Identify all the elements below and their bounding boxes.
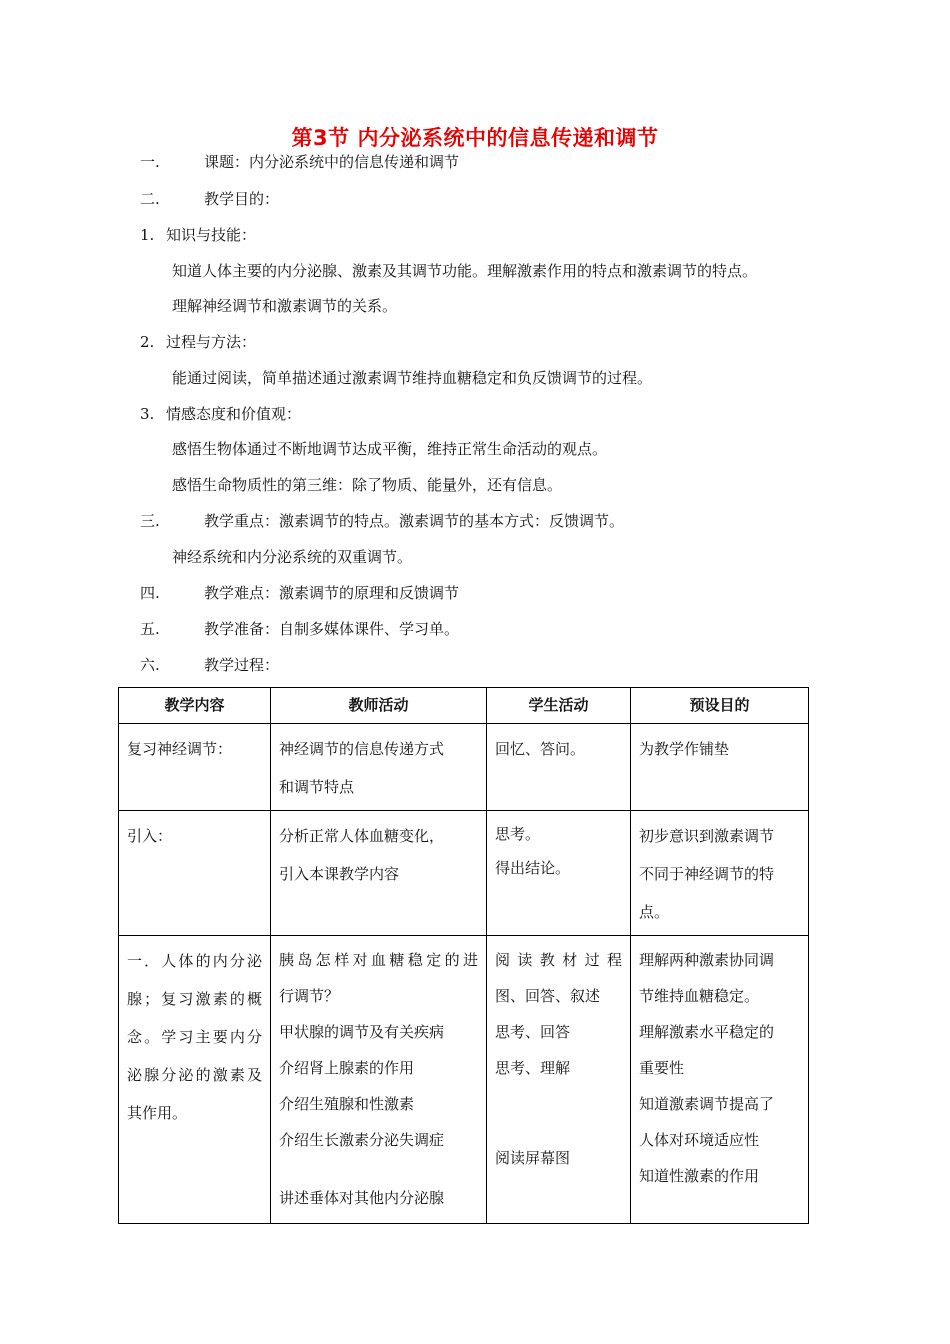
section-number: 三. bbox=[140, 512, 160, 530]
section-text: 教学准备：自制多媒体课件、学习单。 bbox=[204, 620, 460, 638]
column-header: 学生活动 bbox=[487, 688, 631, 724]
paragraph: 知道人体主要的内分泌腺、激素及其调节功能。理解激素作用的特点和激素调节的特点。 bbox=[172, 262, 758, 280]
cell-line: 思考。 bbox=[495, 825, 541, 843]
cell-line: 其作用。 bbox=[127, 1104, 188, 1122]
cell-line: 引入： bbox=[127, 827, 173, 845]
cell-line: 腺；复习激素的概 bbox=[127, 990, 262, 1008]
content-cell bbox=[119, 936, 271, 1224]
goal-cell bbox=[631, 936, 809, 1224]
cell-line: 图、回答、叙述 bbox=[495, 987, 601, 1005]
section-text: 教学难点：激素调节的原理和反馈调节 bbox=[204, 584, 460, 602]
paragraph: 理解神经调节和激素调节的关系。 bbox=[172, 297, 398, 315]
section-number: 一. bbox=[140, 153, 160, 171]
cell-line: 节维持血糖稳定。 bbox=[639, 987, 760, 1005]
section-text: 教学过程： bbox=[204, 656, 280, 674]
teaching-process-table bbox=[118, 687, 809, 1224]
cell-line: 点。 bbox=[639, 903, 670, 921]
cell-line: 阅读屏幕图 bbox=[495, 1149, 571, 1167]
section-number: 六. bbox=[140, 656, 160, 674]
cell-line: 回忆、答问。 bbox=[495, 740, 586, 758]
goal-number: 1. bbox=[140, 226, 155, 244]
column-header: 教学内容 bbox=[119, 688, 271, 724]
cell-line bbox=[495, 1086, 622, 1122]
table-row bbox=[119, 936, 809, 1224]
cell-line: 重要性 bbox=[639, 1059, 685, 1077]
student-activity-cell bbox=[487, 811, 631, 936]
teacher-activity-cell bbox=[271, 811, 487, 936]
cell-line: 思考、回答 bbox=[495, 1023, 571, 1041]
goal-number: 3. bbox=[140, 405, 155, 423]
cell-line: 分析正常人体血糖变化， bbox=[279, 827, 445, 845]
table-row bbox=[119, 811, 809, 936]
cell-line bbox=[279, 1158, 478, 1180]
cell-line: 一．人体的内分泌 bbox=[127, 952, 262, 970]
table-row bbox=[119, 724, 809, 811]
cell-line: 初步意识到激素调节 bbox=[639, 827, 775, 845]
section-number: 五. bbox=[140, 620, 160, 638]
cell-line: 介绍肾上腺素的作用 bbox=[279, 1059, 415, 1077]
paragraph: 感悟生命物质性的第三维：除了物质、能量外，还有信息。 bbox=[172, 476, 563, 494]
paragraph: 感悟生物体通过不断地调节达成平衡，维持正常生命活动的观点。 bbox=[172, 440, 608, 458]
cell-line: 理解两种激素协同调 bbox=[639, 951, 775, 969]
cell-line: 念。学习主要内分 bbox=[127, 1028, 262, 1046]
teacher-activity-cell bbox=[271, 724, 487, 811]
cell-line: 不同于神经调节的特 bbox=[639, 865, 775, 883]
section-text: 课题：内分泌系统中的信息传递和调节 bbox=[204, 153, 460, 171]
page-title: 第3节 内分泌系统中的信息传递和调节 bbox=[291, 126, 659, 150]
content-cell bbox=[119, 811, 271, 936]
cell-line: 知道性激素的作用 bbox=[639, 1167, 760, 1185]
paragraph: 能通过阅读，简单描述通过激素调节维持血糖稳定和负反馈调节的过程。 bbox=[172, 369, 653, 387]
cell-line: 为教学作铺垫 bbox=[639, 740, 730, 758]
cell-line: 介绍生殖腺和性激素 bbox=[279, 1095, 415, 1113]
cell-line: 介绍生长激素分泌失调症 bbox=[279, 1131, 445, 1149]
cell-line: 思考、理解 bbox=[495, 1059, 571, 1077]
cell-line: 人体对环境适应性 bbox=[639, 1131, 760, 1149]
section-text: 教学重点：激素调节的特点。激素调节的基本方式：反馈调节。 bbox=[204, 512, 625, 530]
cell-line: 甲状腺的调节及有关疾病 bbox=[279, 1023, 445, 1041]
section-number: 四. bbox=[140, 584, 160, 602]
cell-line: 得出结论。 bbox=[495, 859, 571, 877]
section-text: 教学目的： bbox=[204, 190, 280, 208]
cell-line: 知道激素调节提高了 bbox=[639, 1095, 775, 1113]
column-header: 预设目的 bbox=[631, 688, 809, 724]
cell-line: 泌腺分泌的激素及 bbox=[127, 1066, 262, 1084]
student-activity-cell bbox=[487, 724, 631, 811]
cell-line bbox=[495, 1122, 622, 1140]
cell-line: 行调节？ bbox=[279, 987, 340, 1005]
cell-line: 引入本课教学内容 bbox=[279, 865, 400, 883]
cell-line: 理解激素水平稳定的 bbox=[639, 1023, 775, 1041]
cell-line: 神经调节的信息传递方式 bbox=[279, 740, 445, 758]
cell-line: 复习神经调节： bbox=[127, 740, 233, 758]
cell-line: 讲述垂体对其他内分泌腺 bbox=[279, 1189, 445, 1207]
goal-cell bbox=[631, 811, 809, 936]
goal-text: 知识与技能： bbox=[166, 226, 257, 244]
teacher-activity-cell bbox=[271, 936, 487, 1224]
column-header: 教师活动 bbox=[271, 688, 487, 724]
section-number: 二. bbox=[140, 190, 160, 208]
cell-line: 阅读教材过程 bbox=[495, 951, 622, 969]
cell-line: 和调节特点 bbox=[279, 778, 355, 796]
table-header-row bbox=[119, 688, 809, 724]
goal-number: 2. bbox=[140, 333, 155, 351]
goal-text: 过程与方法： bbox=[166, 333, 257, 351]
student-activity-cell bbox=[487, 936, 631, 1224]
goal-cell bbox=[631, 724, 809, 811]
cell-line: 胰岛怎样对血糖稳定的进 bbox=[279, 951, 478, 969]
paragraph: 神经系统和内分泌系统的双重调节。 bbox=[172, 548, 413, 566]
goal-text: 情感态度和价值观： bbox=[166, 405, 302, 423]
content-cell bbox=[119, 724, 271, 811]
